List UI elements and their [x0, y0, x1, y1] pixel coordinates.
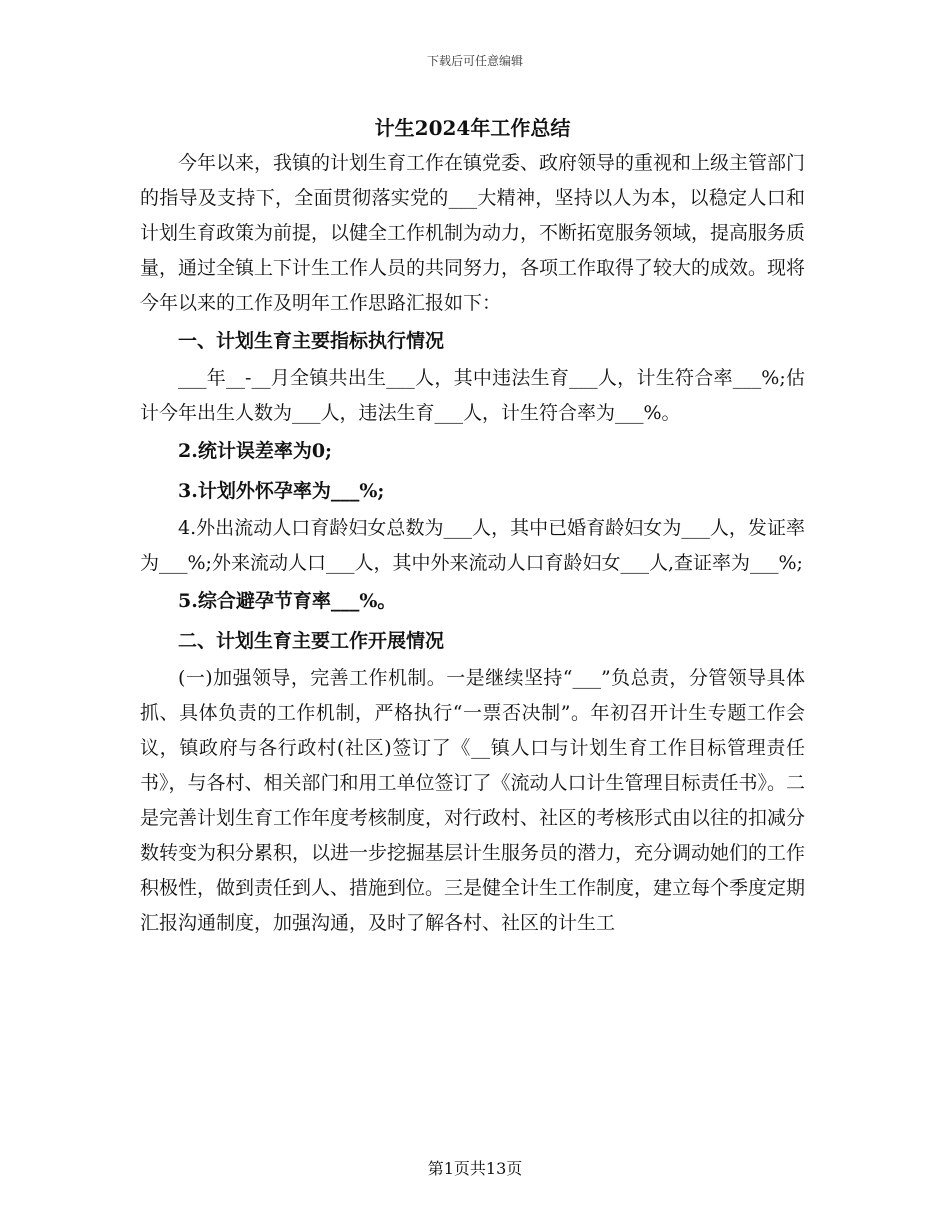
header-note: 下载后可任意编辑 [426, 54, 523, 68]
page-footer: 第1页共13页 [427, 1159, 523, 1178]
intro-paragraph: 今年以来，我镇的计划生育工作在镇党委、政府领导的重视和上级主管部门的指导及支持下，全面贯彻落实党的___大精神，坚持以人为本，以稳定人口和计划生育政策为前提，以健全工作机制为动力，不断拓宽服务领域，提高服务质量，通过全镇上下计生工作人员的共同努力，各项工作取得了较大的成效。现将今年以来的工作及明年工作思路汇报如下： [140, 152, 806, 314]
section2-heading: 二、计划生育主要工作开展情况 [178, 630, 445, 652]
section2-paragraph1: (一)加强领导，完善工作机制。一是继续坚持“___”负总责，分管领导具体抓、具体负责的工作机制，严格执行“一票否决制”。年初召开计生专题工作会议，镇政府与各行政村(社区)签订了《__镇人口与计划生育工作目标管理责任书》，与各村、相关部门和用工单位签订了《流动人口计生管理目标责任书》。二是完善计划生育工作年度考核制度，对行政村、社区的考核形式由以往的扣减分数转变为积分累积，以进一步挖掘基层计生服务员的潜力，充分调动她们的工作积极性，做到责任到人、措施到位。三是健全计生工作制度，建立每个季度定期汇报沟通制度，加强沟通，及时了解各村、社区的计生工 [140, 667, 806, 934]
section1-item5: 5.综合避孕节育率___%。 [178, 590, 397, 612]
section1-item3: 3.计划外怀孕率为___%; [178, 480, 385, 502]
section1-item1: ___年__-__月全镇共出生___人，其中违法生育___人，计生符合率___%;估计今年出生人数为___人，违法生育___人，计生符合率为___%。 [140, 367, 805, 424]
document-title: 计生2024年工作总结 [374, 116, 571, 140]
section1-item2: 2.统计误差率为0; [178, 440, 333, 462]
section1-item4: 4.外出流动人口育龄妇女总数为___人，其中已婚育龄妇女为___人，发证率为___%;外来流动人口___人，其中外来流动人口育龄妇女___人,查证率为___%; [140, 517, 805, 574]
section1-heading: 一、计划生育主要指标执行情况 [178, 330, 445, 352]
document-body [140, 110, 805, 941]
